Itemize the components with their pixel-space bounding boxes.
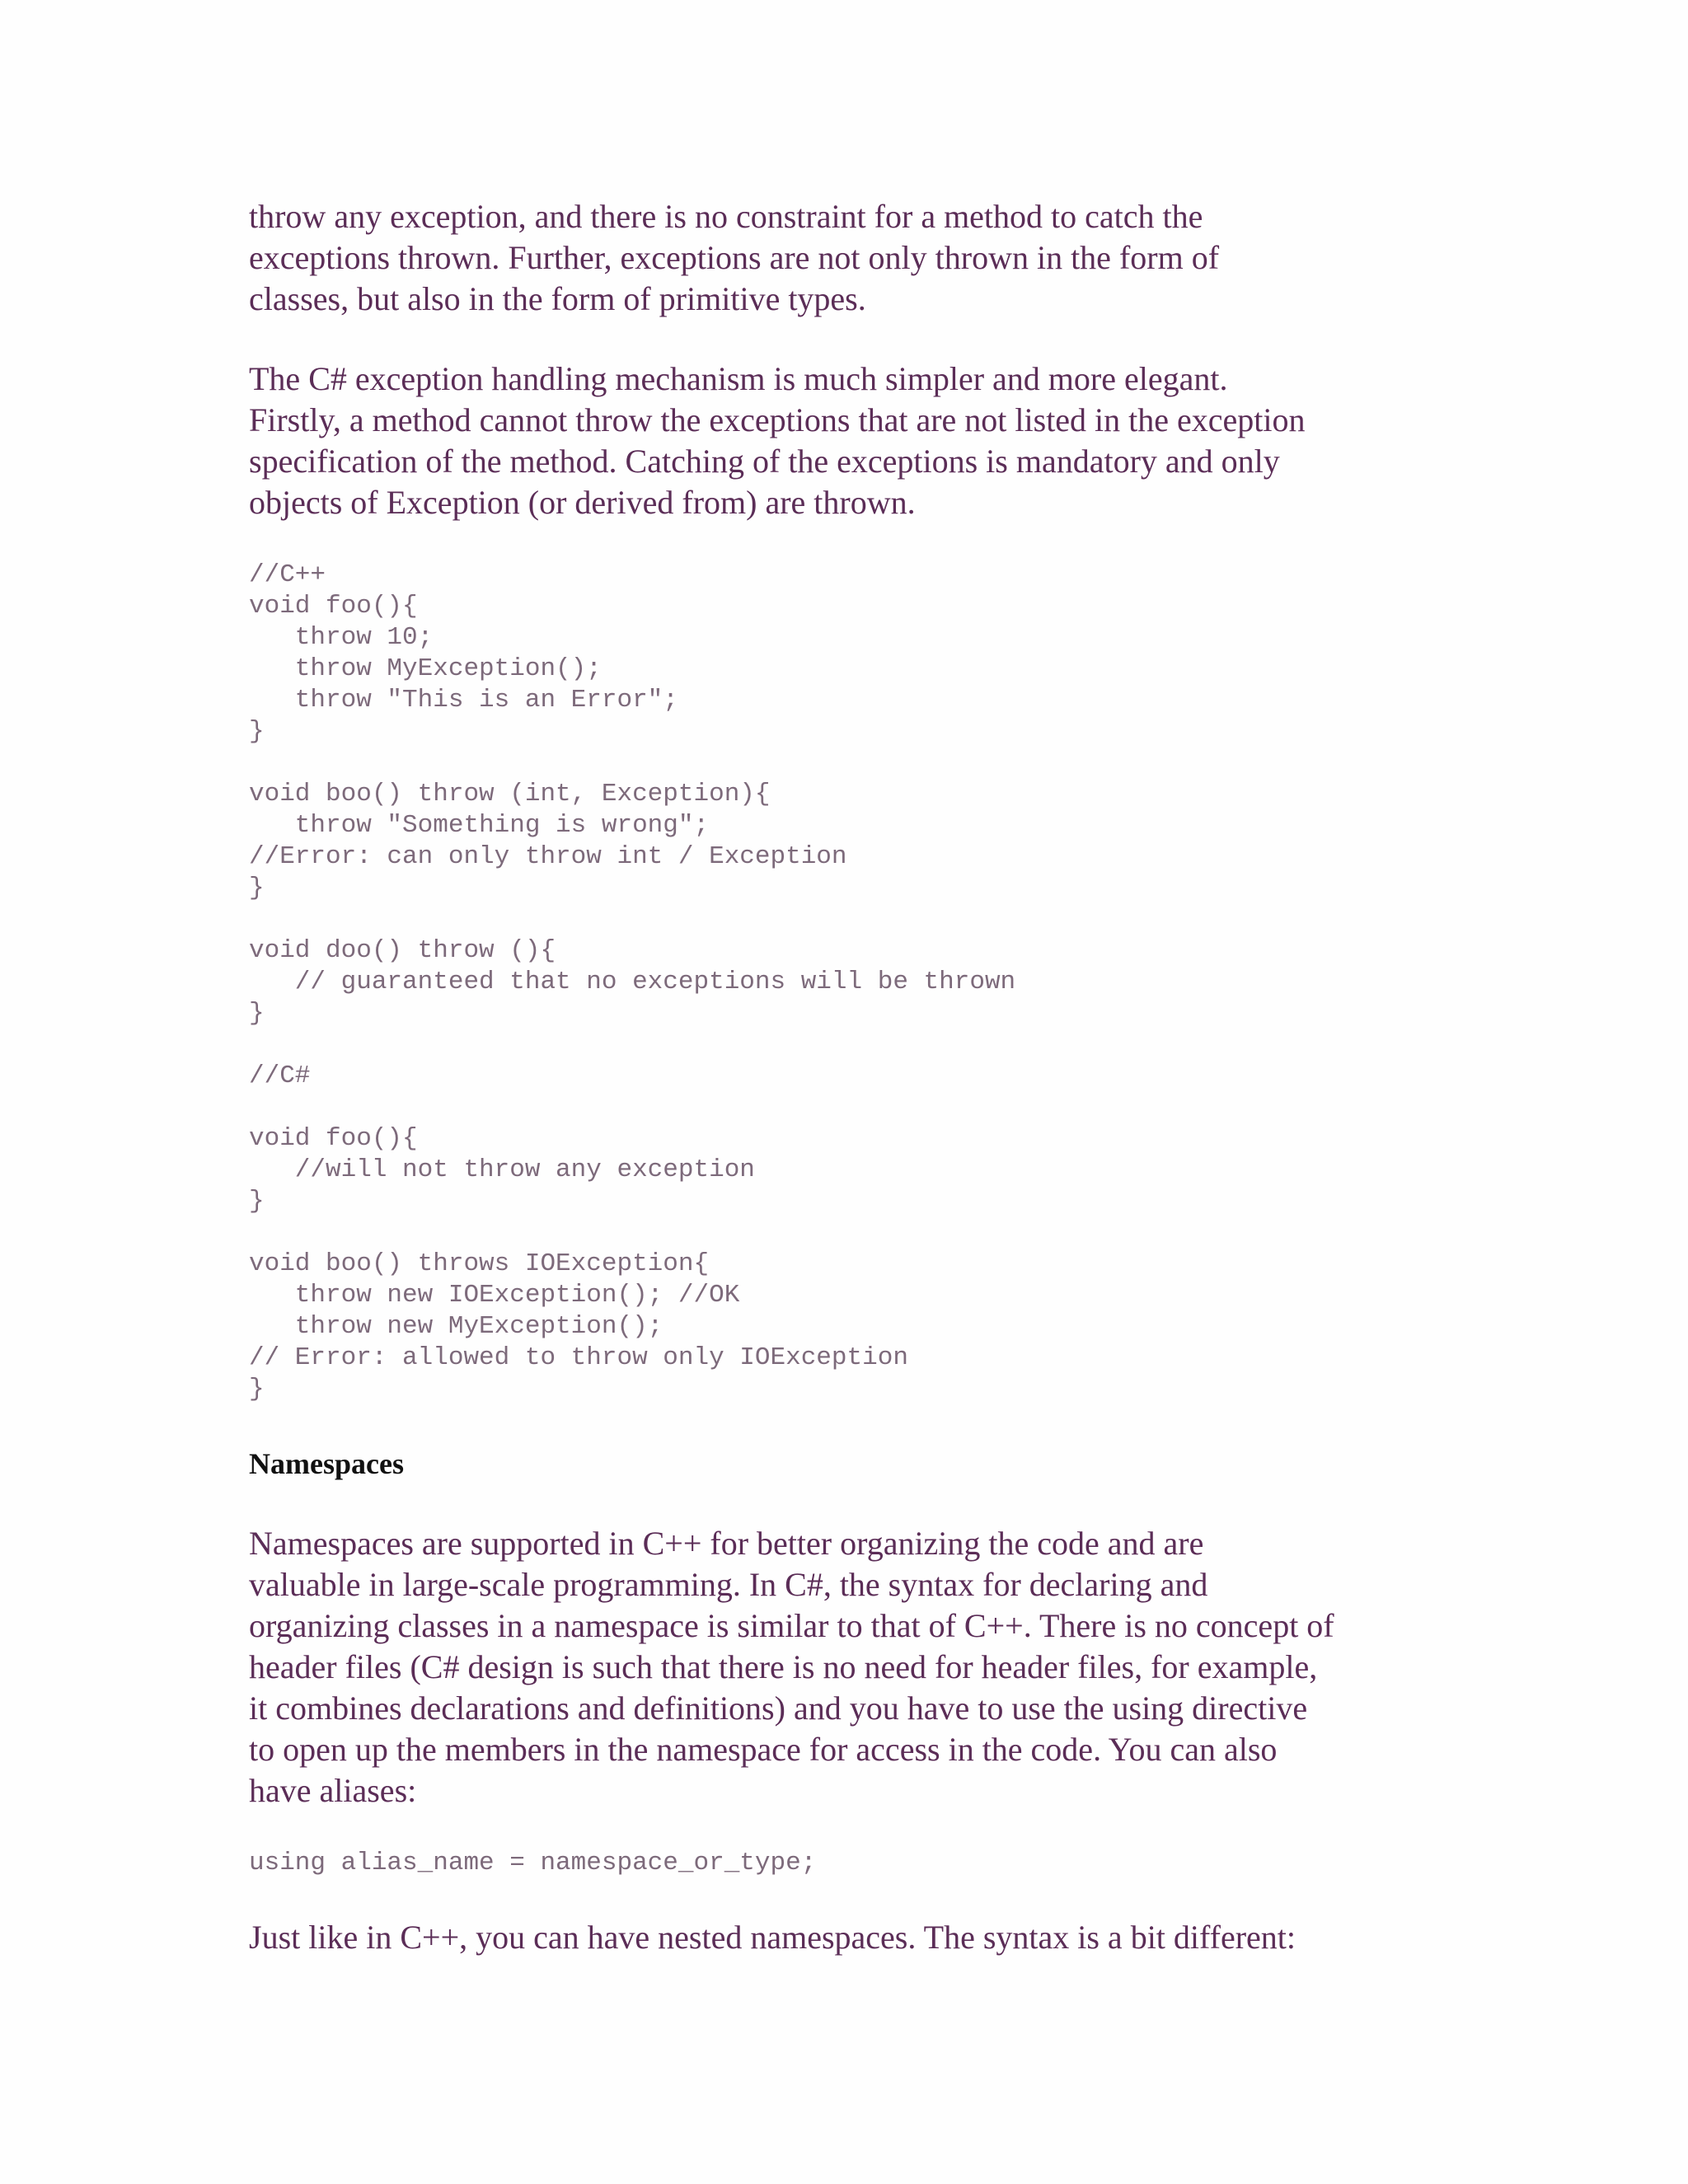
paragraph-namespaces: Namespaces are supported in C++ for better organizing the code and are valuable in large-scale programming. In C#, the syntax for declaring and organizing classes in a namespace is similar to that of C++. There is no concept of header files (C# design is such that there is no need for header files, for example, it combines declarations and definitions) and you have to use the using directive to open up the members in the namespace for access in the code. You can also have aliases:: [249, 1525, 1334, 1809]
section-heading-namespaces: Namespaces: [249, 1447, 404, 1480]
paragraph-exceptions-csharp: The C# exception handling mechanism is much simpler and more elegant. Firstly, a method cannot throw the exceptions that are not listed in the exception specification of the method. Catching of the exceptions is mandatory and only objects of Exception (or derived from) are thrown.: [249, 360, 1306, 521]
paragraph-exceptions-cpp: throw any exception, and there is no constraint for a method to catch the exceptions thrown. Further, exceptions are not only thrown in the form of classes, but also in the form of primitive types.: [249, 198, 1220, 317]
document-page: [249, 196, 1452, 1958]
paragraph-nested-namespaces: Just like in C++, you can have nested namespaces. The syntax is a bit different:: [249, 1919, 1296, 1956]
code-block-alias: using alias_name = namespace_or_type;: [249, 1849, 817, 1877]
code-block-exceptions: //C++ void foo(){ throw 10; throw MyException(); throw "This is an Error"; } void boo() throw (int, Exception){ throw "Something is wrong"; //Error: can only throw int / Exception } void doo() throw (){ // guaranteed that no exceptions will be thrown } //C# void foo(){ //will not throw any exception } void boo() throws IOException{ throw new IOException(); //OK throw new MyException(); // Error: allowed to throw only IOException }: [249, 560, 1016, 1404]
